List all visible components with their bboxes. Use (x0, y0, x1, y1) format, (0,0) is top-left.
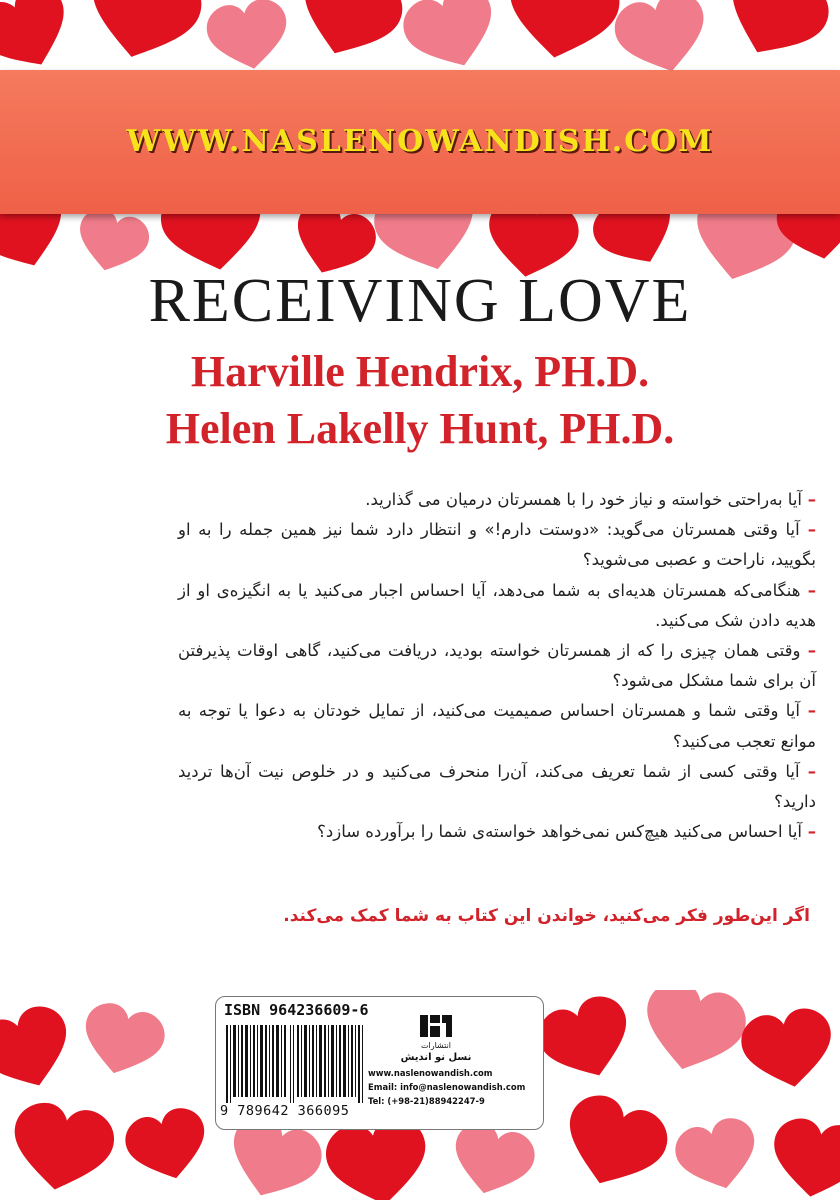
publisher-phone: Tel: (+98-21)88942247-9 (368, 1096, 485, 1106)
question-item: – وقتی همان چیزی را که از همسرتان خواسته بودید، دریافت می‌کنید، گاهی اوقات پذیرفتن آن برای شما مشکل می‌شود؟ (178, 641, 817, 691)
question-item: – آیا وقتی کسی از شما تعریف می‌کند، آن‌را منحرف می‌کنید و در خلوص نیت آن‌ها تردید دارید؟ (178, 761, 817, 812)
dash-bullet: – (802, 822, 816, 842)
closing-statement: اگر این‌طور فکر می‌کنید، خواندن این کتاب به شما کمک می‌کند. (283, 906, 810, 926)
dash-bullet: – (799, 761, 817, 781)
ean-digits: 9 789642 366095 (220, 1103, 350, 1119)
dash-bullet: – (800, 641, 817, 661)
isbn-barcode-label (215, 996, 544, 1130)
dash-bullet: – (800, 580, 817, 600)
question-item: – آیا وقتی همسرتان می‌گوید: «دوستت دارم!» و انتظار دارد شما نیز همین جمله را به او بگویید، ناراحت و عصبی می‌شوید؟ (178, 520, 816, 570)
question-item: – آیا به‌راحتی خواسته و نیاز خود را با همسرتان درمیان می گذارید. (365, 490, 816, 509)
isbn-number: ISBN 964236609-6 (224, 1001, 369, 1019)
publisher-email: Email: info@naslenowandish.com (368, 1082, 526, 1092)
dash-bullet: – (799, 701, 816, 721)
publisher-name: نسل نو اندیش (400, 1052, 472, 1063)
publisher-website: www.naslenowandish.com (368, 1068, 493, 1078)
question-item: – هنگامی‌که همسرتان هدیه‌ای به شما می‌دهد، آیا احساس اجبار می‌کنید یا به انگیزه‌ی او از هدیه دادن شک می‌کنید. (178, 580, 817, 630)
question-item: – آیا وقتی شما و همسرتان احساس صمیمیت می‌کنید، از تمایل خودتان به دعوا یا توجه به موانع تعجب می‌کنید؟ (178, 701, 816, 751)
book-title: RECEIVING LOVE (148, 267, 692, 335)
question-list (178, 485, 816, 847)
website-banner (0, 70, 840, 214)
question-item: – آیا احساس می‌کنید هیچ‌کس نمی‌خواهد خواسته‌ی شما را برآورده سازد؟ (317, 822, 816, 842)
author-1: Harville Hendrix, PH.D. (190, 347, 650, 396)
dash-bullet: – (799, 520, 816, 540)
barcode-graphic (224, 1025, 364, 1103)
website-url: WWW.NASLENOWANDISH.COM (126, 124, 714, 159)
author-2: Helen Lakelly Hunt, PH.D. (165, 404, 675, 453)
publisher-label: انتشارات (420, 1041, 452, 1050)
dash-bullet: – (802, 490, 816, 509)
publisher-logo-icon (416, 1011, 456, 1041)
